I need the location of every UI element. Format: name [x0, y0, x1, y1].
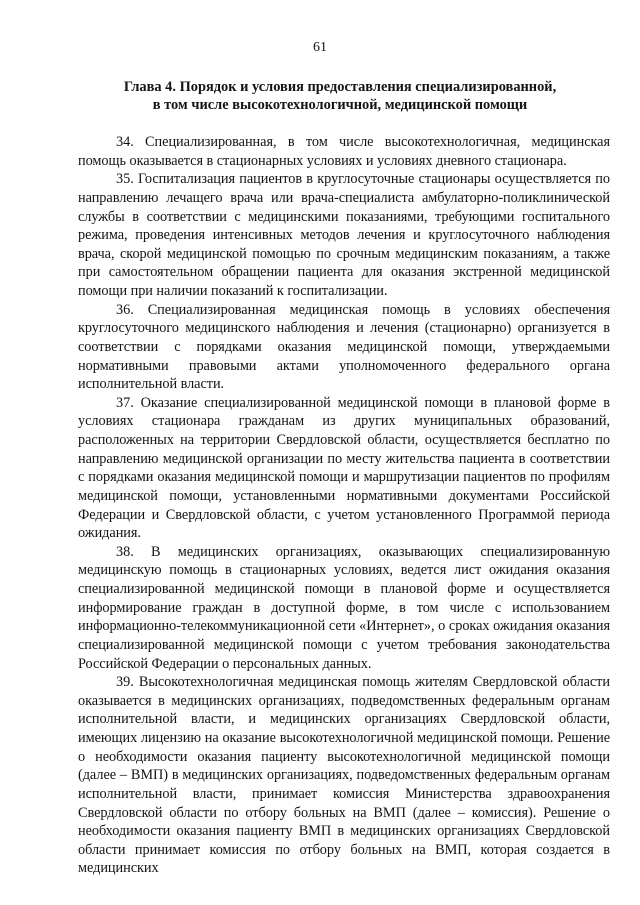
paragraph-38: 38. В медицинских организациях, оказывающих специализированную медицинскую помощь в стационарных условиях, ведется лист ожидания оказания специализированной медицинской помощи в плановой форме и осуществляется информирование граждан в доступной форме, в том числе с использованием информационно-телекоммуникационной сети «Интернет», о сроках ожидания оказания специализированной медицинской помощи с учетом требования законодательства Российской Федерации о персональных данных.	[78, 543, 610, 672]
page-number: 61	[313, 40, 327, 55]
chapter-title-line-2: в том числе высокотехнологичной, медицинской помощи	[152, 96, 528, 113]
body-text	[78, 133, 610, 878]
paragraph-36: 36. Специализированная медицинская помощь в условиях обеспечения круглосуточного медицинского наблюдения и лечения (стационарно) организуется в соответствии с порядками оказания медицинской помощи, утверждаемыми нормативными правовыми актами уполномоченного федерального органа исполнительной власти.	[78, 301, 610, 393]
paragraph-34: 34. Специализированная, в том числе высокотехнологичная, медицинская помощь оказывается в стационарных условиях и условиях дневного стационара.	[78, 134, 610, 169]
paragraph-37: 37. Оказание специализированной медицинской помощи в плановой форме в условиях стационара гражданам из других муниципальных образований, расположенных на территории Свердловской области, осуществляется бесплатно по направлению медицинской организации по месту жительства пациента в соответствии с порядками оказания медицинской помощи и маршрутизации пациентов по профилям медицинской помощи, установленными нормативными документами Российской Федерации и Свердловской области, с учетом установленного Программой периода ожидания.	[78, 394, 610, 542]
paragraph-39: 39. Высокотехнологичная медицинская помощь жителям Свердловской области оказывается в медицинских организациях, подведомственных федеральным органам исполнительной власти, и медицинских организациях Свердловской области, имеющих лицензию на оказание высокотехнологичной медицинской помощи. Решение о необходимости оказания пациенту высокотехнологичной медицинской помощи (далее – ВМП) в медицинских организациях, подведомственных федеральным органам исполнительной власти, принимает комиссия Министерства здравоохранения Свердловской области по отбору больных на ВМП (далее – комиссия). Решение о необходимости оказания пациенту ВМП в медицинских организациях Свердловской области принимает комиссия по отбору больных на ВМП, которая создается в медицинских	[78, 674, 610, 877]
chapter-title	[60, 79, 620, 114]
paragraph-35: 35. Госпитализация пациентов в круглосуточные стационары осуществляется по направлению лечащего врача или врача-специалиста амбулаторно-поликлинической службы в соответствии с медицинскими показаниями, требующими госпитального режима, проведения интенсивных методов лечения и круглосуточного наблюдения врача, скорой медицинской помощью по срочным медицинским показаниям, а также при самостоятельном обращении пациента для оказания экстренной медицинской помощи при наличии показаний к госпитализации.	[78, 171, 610, 299]
chapter-title-line-1: Глава 4. Порядок и условия предоставления специализированной,	[123, 79, 557, 95]
